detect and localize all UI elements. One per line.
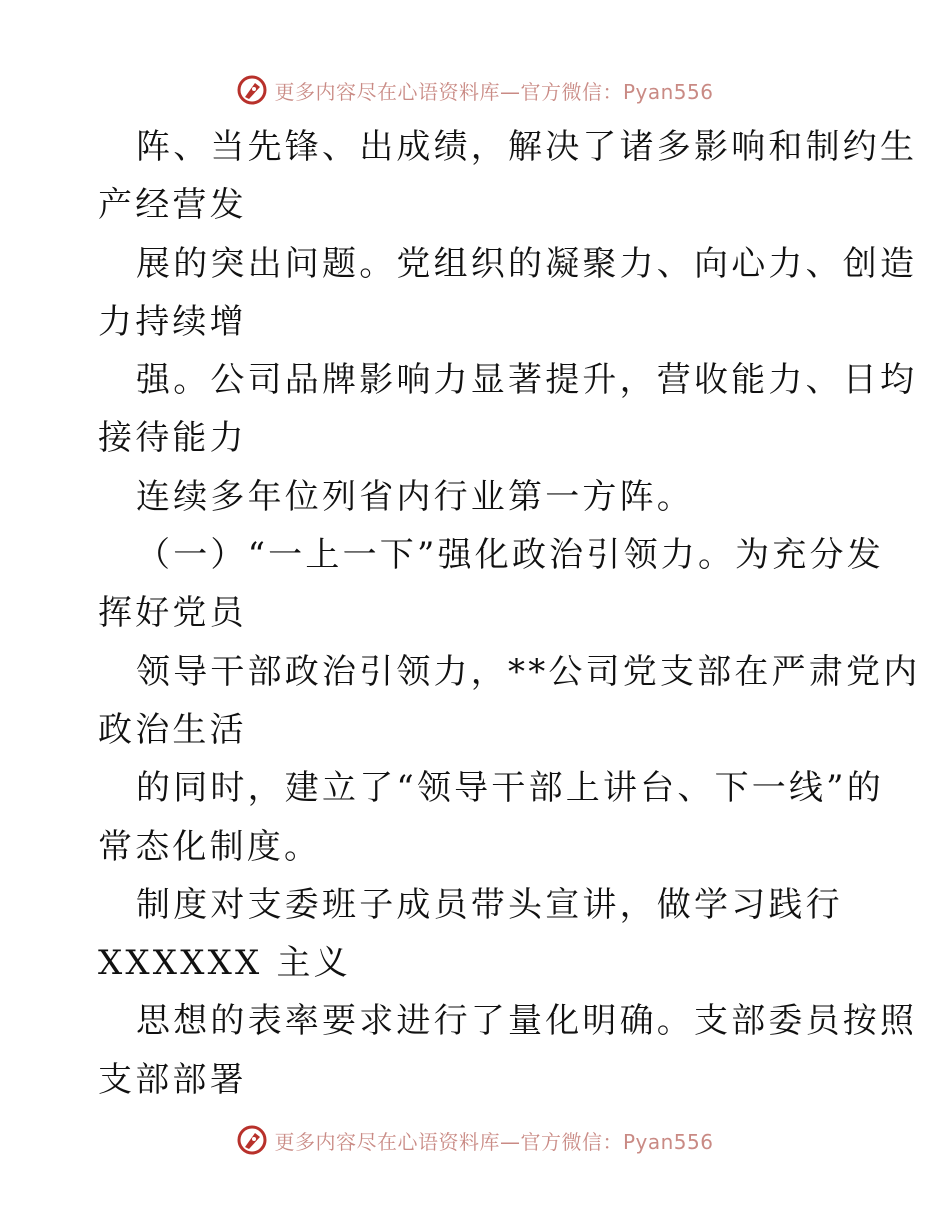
text-line: （一）“一上一下”强化政治引领力。为充分发: [136, 535, 884, 576]
text-line: 领导干部政治引领力，**公司党支部在严肃党内: [136, 651, 921, 692]
text-line: 强。公司品牌影响力显著提升，营收能力、日均: [136, 360, 918, 401]
text-line: 产经营发: [98, 185, 247, 226]
text-line: 连续多年位列省内行业第一方阵。: [136, 476, 694, 517]
text-line: 展的突出问题。党组织的凝聚力、向心力、创造: [136, 243, 918, 284]
text-line: 常态化制度。: [98, 826, 322, 867]
text-line: 支部部署: [98, 1059, 247, 1100]
text-line: 制度对支委班子成员带头宣讲，做学习践行: [136, 884, 843, 925]
watermark-text: 更多内容尽在心语资料库—官方微信：Pyan556: [274, 79, 714, 104]
text-line: 阵、当先锋、出成绩，解决了诸多影响和制约生: [136, 127, 918, 167]
text-line: 力持续增: [98, 301, 247, 342]
pen-nib-logo-icon: [236, 74, 268, 106]
text-line: 思想的表率要求进行了量化明确。支部委员按照: [136, 1001, 918, 1042]
text-line: XXXXXX 主义: [98, 943, 351, 984]
header-watermark: [0, 70, 950, 110]
text-line: 挥好党员: [98, 593, 247, 634]
footer-watermark: [0, 1120, 950, 1160]
pen-nib-logo-icon: [236, 1124, 268, 1156]
text-line: 政治生活: [98, 709, 247, 750]
watermark-text: 更多内容尽在心语资料库—官方微信：Pyan556: [274, 1129, 714, 1154]
text-line: 的同时，建立了“领导干部上讲台、下一线”的: [136, 768, 884, 809]
document-body: [98, 118, 921, 1109]
text-line: 接待能力: [98, 418, 247, 459]
